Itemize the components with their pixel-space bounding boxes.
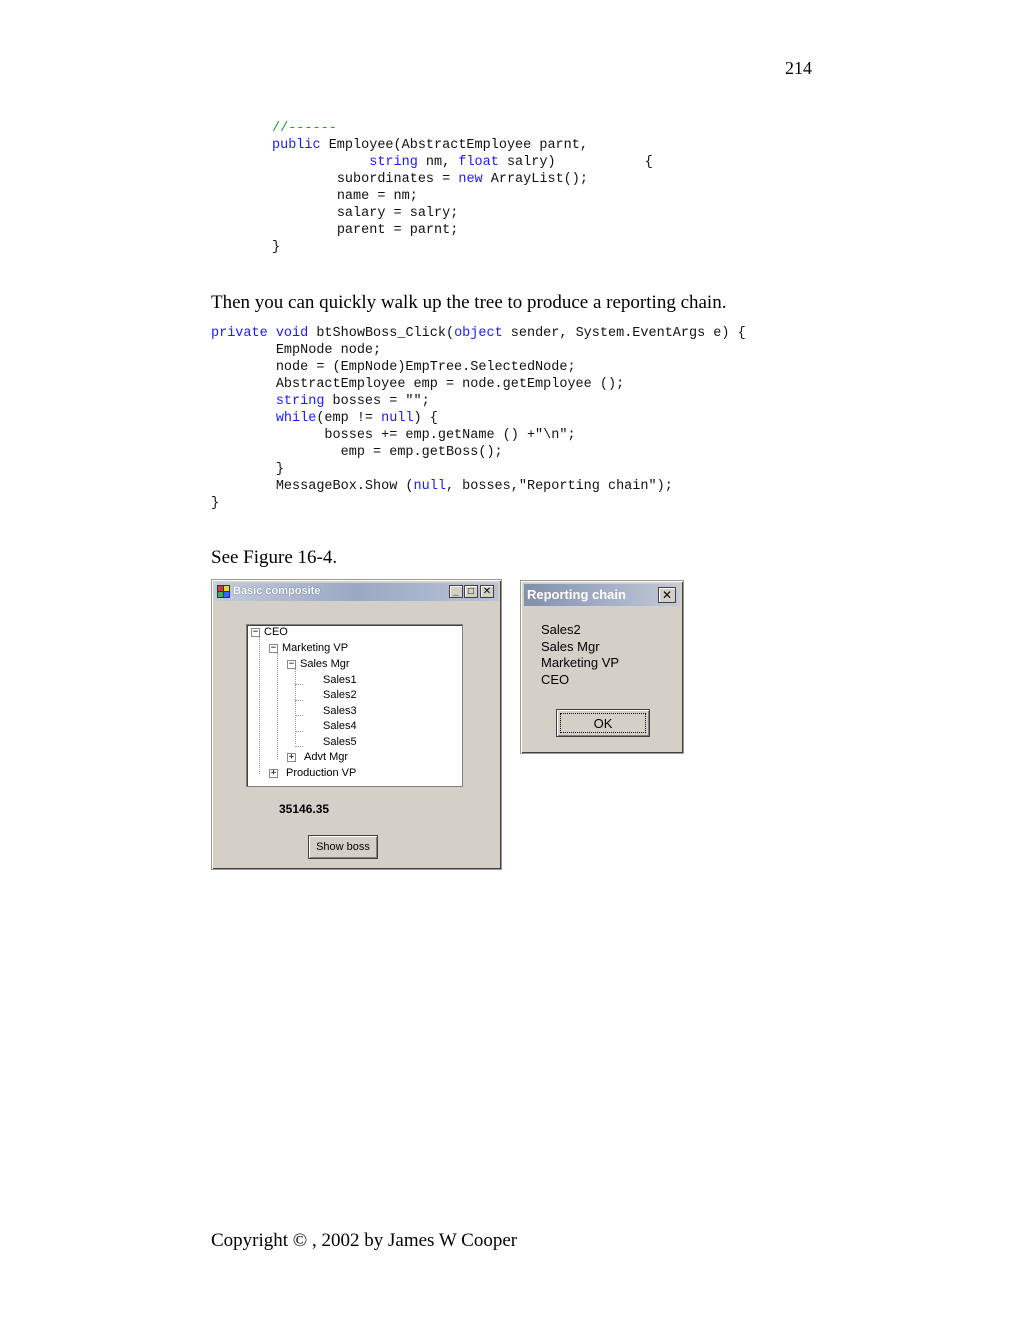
code-text: ) { bbox=[413, 411, 438, 426]
code-keyword: public bbox=[272, 138, 321, 153]
titlebar bbox=[215, 583, 498, 601]
tree-node-sales2[interactable]: Sales2 bbox=[323, 689, 357, 701]
code-text: parent = parnt; bbox=[336, 223, 459, 238]
close-button[interactable]: ✕ bbox=[658, 587, 676, 603]
close-button[interactable]: ✕ bbox=[480, 585, 494, 598]
tree-node-label: Marketing VP bbox=[282, 642, 349, 654]
code-text: salary = salry; bbox=[336, 206, 459, 221]
tree-node-label: Production VP bbox=[286, 767, 357, 779]
dialog-title: Reporting chain bbox=[527, 587, 626, 602]
code-text: Employee(AbstractEmployee parnt, bbox=[320, 138, 588, 153]
tree-connector bbox=[295, 669, 296, 744]
code-keyword: new bbox=[458, 172, 483, 187]
titlebar bbox=[524, 584, 680, 606]
code-block-show-boss bbox=[211, 325, 746, 512]
collapse-toggle-icon[interactable]: − bbox=[270, 643, 277, 653]
tree-node-label: Sales Mgr bbox=[300, 658, 350, 670]
collapse-toggle-icon[interactable]: − bbox=[252, 627, 259, 637]
code-text: name = nm; bbox=[336, 189, 418, 204]
show-boss-button[interactable]: Show boss bbox=[308, 835, 378, 859]
code-text: salry) bbox=[498, 155, 556, 170]
code-text: MessageBox.Show ( bbox=[275, 479, 414, 494]
code-comment: //------ bbox=[272, 121, 337, 136]
code-text: bosses += emp.getName () +"\n"; bbox=[324, 428, 576, 443]
code-keyword: string bbox=[275, 394, 325, 409]
message-line: Marketing VP bbox=[541, 655, 620, 670]
tree-connector bbox=[295, 746, 303, 747]
basic-composite-window bbox=[211, 579, 502, 870]
employee-tree[interactable] bbox=[246, 624, 463, 787]
code-block-constructor bbox=[272, 120, 653, 256]
tree-node-sales5[interactable]: Sales5 bbox=[323, 736, 357, 748]
ok-button[interactable]: OK bbox=[556, 709, 650, 737]
minimize-button[interactable]: _ bbox=[449, 585, 463, 598]
code-text: subordinates = bbox=[336, 172, 459, 187]
code-text: node = (EmpNode)EmpTree.SelectedNode; bbox=[275, 360, 576, 375]
salary-label: 35146.35 bbox=[279, 802, 330, 816]
code-text: btShowBoss_Click( bbox=[308, 326, 455, 341]
code-text: } bbox=[272, 240, 281, 255]
tree-connector bbox=[277, 653, 278, 759]
copyright-footer: Copyright © , 2002 by James W Cooper bbox=[211, 1230, 518, 1251]
code-text: ArrayList(); bbox=[482, 172, 588, 187]
message-text bbox=[541, 622, 619, 688]
window-title: Basic composite bbox=[233, 585, 321, 597]
maximize-button[interactable]: □ bbox=[464, 585, 478, 598]
tree-connector bbox=[295, 731, 303, 732]
code-keyword: null bbox=[381, 411, 414, 426]
code-text: nm, bbox=[417, 155, 459, 170]
code-keyword: private bbox=[211, 326, 268, 341]
code-text: , bosses,"Reporting chain"); bbox=[445, 479, 673, 494]
code-text: bosses = ""; bbox=[324, 394, 430, 409]
expand-toggle-icon[interactable]: + bbox=[288, 752, 295, 762]
code-keyword: float bbox=[458, 155, 499, 170]
tree-node-sales1[interactable]: Sales1 bbox=[323, 674, 357, 686]
code-keyword: void bbox=[275, 326, 309, 341]
code-keyword: while bbox=[275, 411, 317, 426]
code-text: AbstractEmployee emp = node.getEmployee (); bbox=[275, 377, 625, 392]
tree-node-label: CEO bbox=[264, 626, 288, 638]
reporting-chain-dialog bbox=[520, 580, 684, 754]
collapse-toggle-icon[interactable]: − bbox=[288, 659, 295, 669]
tree-connector bbox=[259, 637, 260, 774]
app-icon bbox=[217, 585, 230, 598]
tree-node-sales3[interactable]: Sales3 bbox=[323, 705, 357, 717]
code-keyword: string bbox=[369, 155, 418, 170]
tree-connector bbox=[295, 700, 303, 701]
tree-connector bbox=[295, 684, 303, 685]
code-text: { bbox=[644, 155, 653, 170]
code-text: } bbox=[211, 496, 220, 511]
tree-node-label: Advt Mgr bbox=[304, 751, 349, 763]
code-text: emp = emp.getBoss(); bbox=[340, 445, 503, 460]
page-number: 214 bbox=[785, 58, 812, 78]
paragraph-reporting-chain: Then you can quickly walk up the tree to produce a reporting chain. bbox=[211, 292, 727, 313]
code-text: EmpNode node; bbox=[275, 343, 382, 358]
code-text: sender, System.EventArgs e) { bbox=[502, 326, 746, 341]
code-keyword: object bbox=[454, 326, 503, 341]
expand-toggle-icon[interactable]: + bbox=[270, 768, 277, 778]
tree-node-sales4[interactable]: Sales4 bbox=[323, 720, 357, 732]
message-line: Sales Mgr bbox=[541, 638, 600, 654]
paragraph-see-figure: See Figure 16-4. bbox=[211, 547, 338, 568]
tree-connector bbox=[295, 715, 303, 716]
code-text: } bbox=[275, 462, 284, 477]
message-line: Sales2 bbox=[541, 622, 581, 637]
code-text: (emp != bbox=[316, 411, 382, 426]
message-line: CEO bbox=[541, 671, 570, 687]
code-keyword: null bbox=[413, 479, 446, 494]
